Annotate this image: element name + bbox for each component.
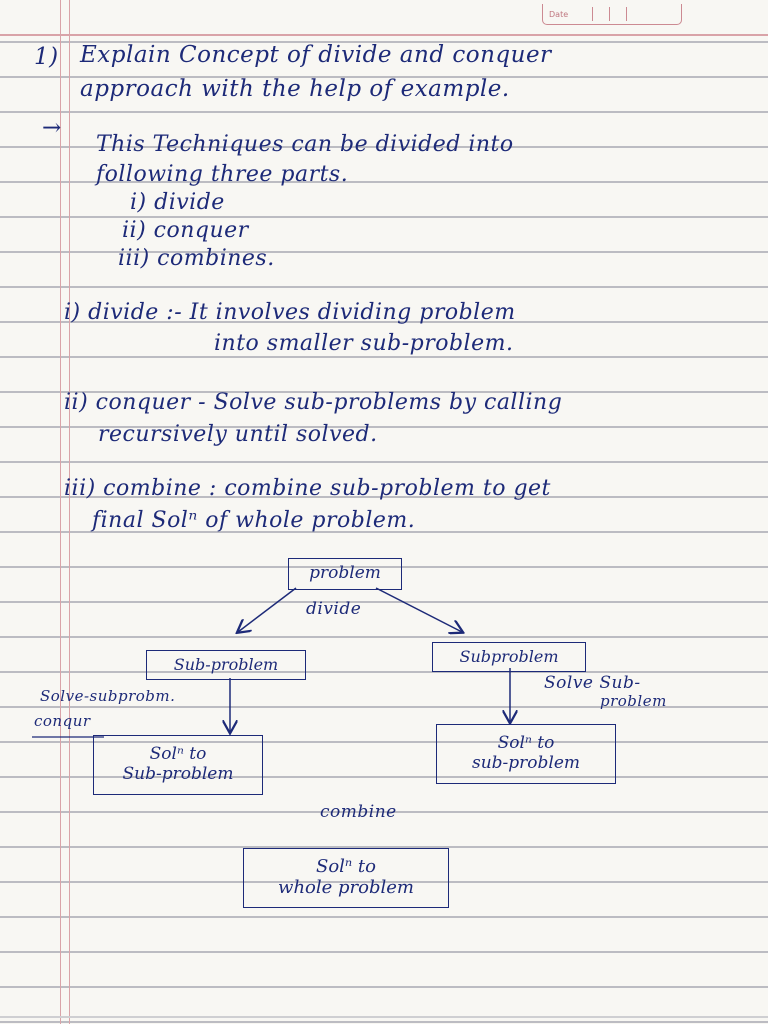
divide-definition-line-2: into smaller sub-problem. <box>214 331 514 356</box>
divide-arrow-left <box>238 588 296 632</box>
right-solution-box <box>436 724 616 784</box>
question-number: 1) <box>34 44 59 70</box>
conquer-definition-line-1: ii) conquer - Solve sub-problems by calling <box>64 390 563 415</box>
right-solution-line-2: sub-problem <box>471 753 581 773</box>
left-solution-line-2: Sub-problem <box>122 764 234 784</box>
left-solve-label: Solve-subprobm. <box>40 687 176 705</box>
intro-line-1: This Techniques can be divided into <box>96 132 514 157</box>
date-label: Date <box>549 9 569 19</box>
intro-line-2: following three parts. <box>96 162 349 187</box>
left-solution-box <box>93 735 263 795</box>
right-solve-label-line-1: Solve Sub- <box>544 673 641 693</box>
question-line-1: Explain Concept of divide and conquer <box>80 42 552 68</box>
final-solution-line-1: Solⁿ to <box>315 856 376 878</box>
left-solution-line-1: Solⁿ to <box>149 744 207 765</box>
conquer-definition-line-2: recursively until solved. <box>98 422 378 447</box>
divide-arrow-right <box>376 588 462 632</box>
right-subproblem-box <box>432 642 586 672</box>
part-item: i) divide <box>130 190 225 215</box>
left-conquer-label: conqur <box>34 712 91 730</box>
question-line-2: approach with the help of example. <box>80 76 510 102</box>
problem-box <box>288 558 402 590</box>
combine-definition-line-1: iii) combine : combine sub-problem to get <box>64 476 551 501</box>
part-item: ii) conquer <box>122 218 249 243</box>
combine-label: combine <box>320 802 397 822</box>
final-solution-line-2: whole problem <box>278 877 414 898</box>
combine-definition-line-2: final Solⁿ of whole problem. <box>92 508 416 533</box>
part-item: iii) combines. <box>118 246 275 271</box>
left-subproblem-label: Sub-problem <box>173 654 279 674</box>
right-solution-line-1: Solⁿ to <box>497 733 555 754</box>
divide-definition-line-1: i) divide :- It involves dividing problem <box>64 300 516 325</box>
divide-label: divide <box>306 599 362 619</box>
left-subproblem-box <box>146 650 306 680</box>
answer-arrow: → <box>42 115 62 141</box>
final-solution-box <box>243 848 449 908</box>
problem-label: problem <box>309 563 381 584</box>
right-solve-label-line-2: problem <box>600 692 667 710</box>
right-subproblem-label: Subproblem <box>459 646 559 666</box>
